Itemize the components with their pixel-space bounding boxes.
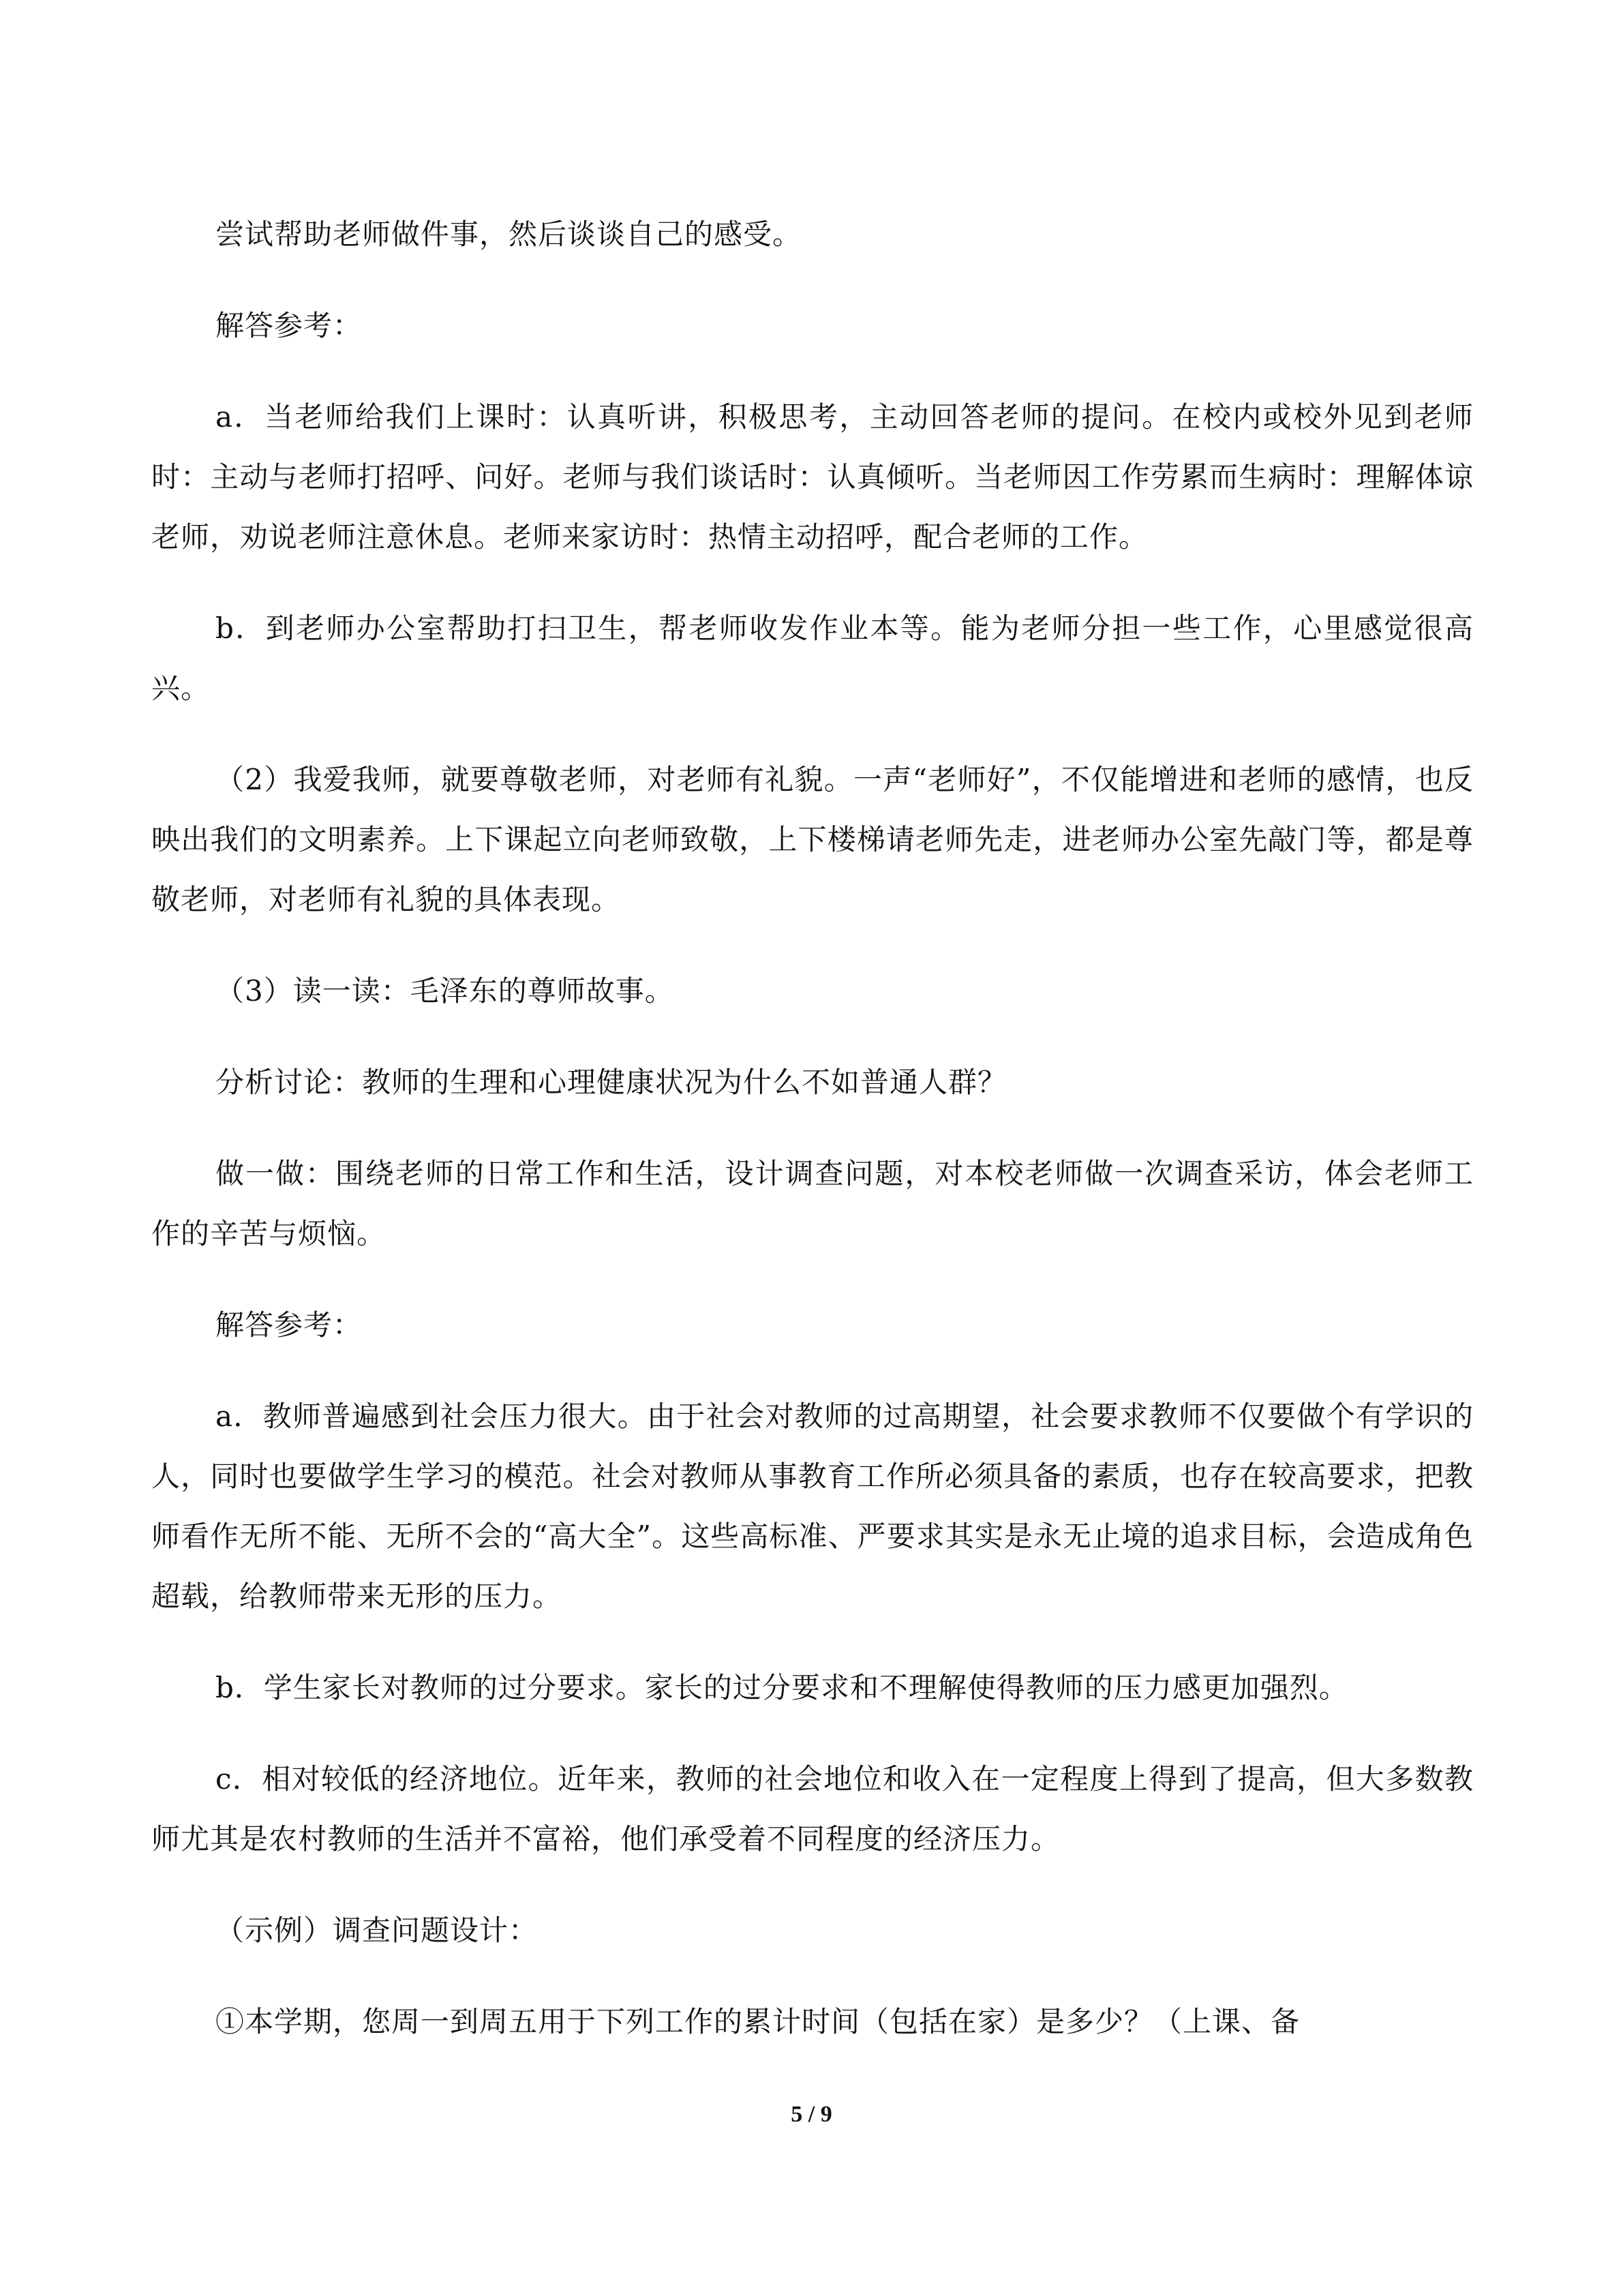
paragraph-answer-a-2: a．教师普遍感到社会压力很大。由于社会对教师的过高期望，社会要求教师不仅要做个有学识的人，同时也要做学生学习的模范。社会对教师从事教育工作所必须具备的素质，也存在较高要求，把教师看作无所不能、无所不会的“高大全”。这些高标准、严要求其实是永无止境的追求目标，会造成角色超载，给教师带来无形的压力。 bbox=[151, 1400, 1474, 1613]
paragraph-activity: 做一做：围绕老师的日常工作和生活，设计调查问题，对本校老师做一次调查采访，体会老师工作的辛苦与烦恼。 bbox=[151, 1157, 1474, 1250]
paragraph-question-1: ①本学期，您周一到周五用于下列工作的累计时间（包括在家）是多少？（上课、备 bbox=[215, 2005, 1301, 2038]
page-number: 5 / 9 bbox=[791, 2102, 832, 2127]
paragraph-discussion: 分析讨论：教师的生理和心理健康状况为什么不如普通人群？ bbox=[215, 1066, 1007, 1099]
paragraph-answer-heading-2: 解答参考： bbox=[215, 1308, 363, 1342]
paragraph-section-3: （3）读一读：毛泽东的尊师故事。 bbox=[215, 974, 674, 1008]
paragraph-answer-heading-1: 解答参考： bbox=[215, 309, 363, 342]
paragraph-section-2: （2）我爱我师，就要尊敬老师，对老师有礼貌。一声“老师好”，不仅能增进和老师的感情，也反映出我们的文明素养。上下课起立向老师致敬，上下楼梯请老师先走，进老师办公室先敲门等，都是尊敬老师，对老师有礼貌的具体表现。 bbox=[151, 763, 1474, 916]
paragraph-answer-b-1: b．到老师办公室帮助打扫卫生，帮老师收发作业本等。能为老师分担一些工作，心里感觉很高兴。 bbox=[151, 611, 1474, 705]
paragraph-answer-b-2: b．学生家长对教师的过分要求。家长的过分要求和不理解使得教师的压力感更加强烈。 bbox=[215, 1671, 1348, 1704]
paragraph-answer-a-1: a．当老师给我们上课时：认真听讲，积极思考，主动回答老师的提问。在校内或校外见到老师时：主动与老师打招呼、问好。老师与我们谈话时：认真倾听。当老师因工作劳累而生病时：理解体谅老师，劝说老师注意休息。老师来家访时：热情主动招呼，配合老师的工作。 bbox=[151, 400, 1474, 554]
paragraph-example-heading: （示例）调查问题设计： bbox=[215, 1914, 539, 1947]
page-body bbox=[151, 205, 1474, 2083]
paragraph-task: 尝试帮助老师做件事，然后谈谈自己的感受。 bbox=[215, 217, 802, 251]
paragraph-answer-c-2: c．相对较低的经济地位。近年来，教师的社会地位和收入在一定程度上得到了提高，但大多数教师尤其是农村教师的生活并不富裕，他们承受着不同程度的经济压力。 bbox=[151, 1762, 1474, 1856]
